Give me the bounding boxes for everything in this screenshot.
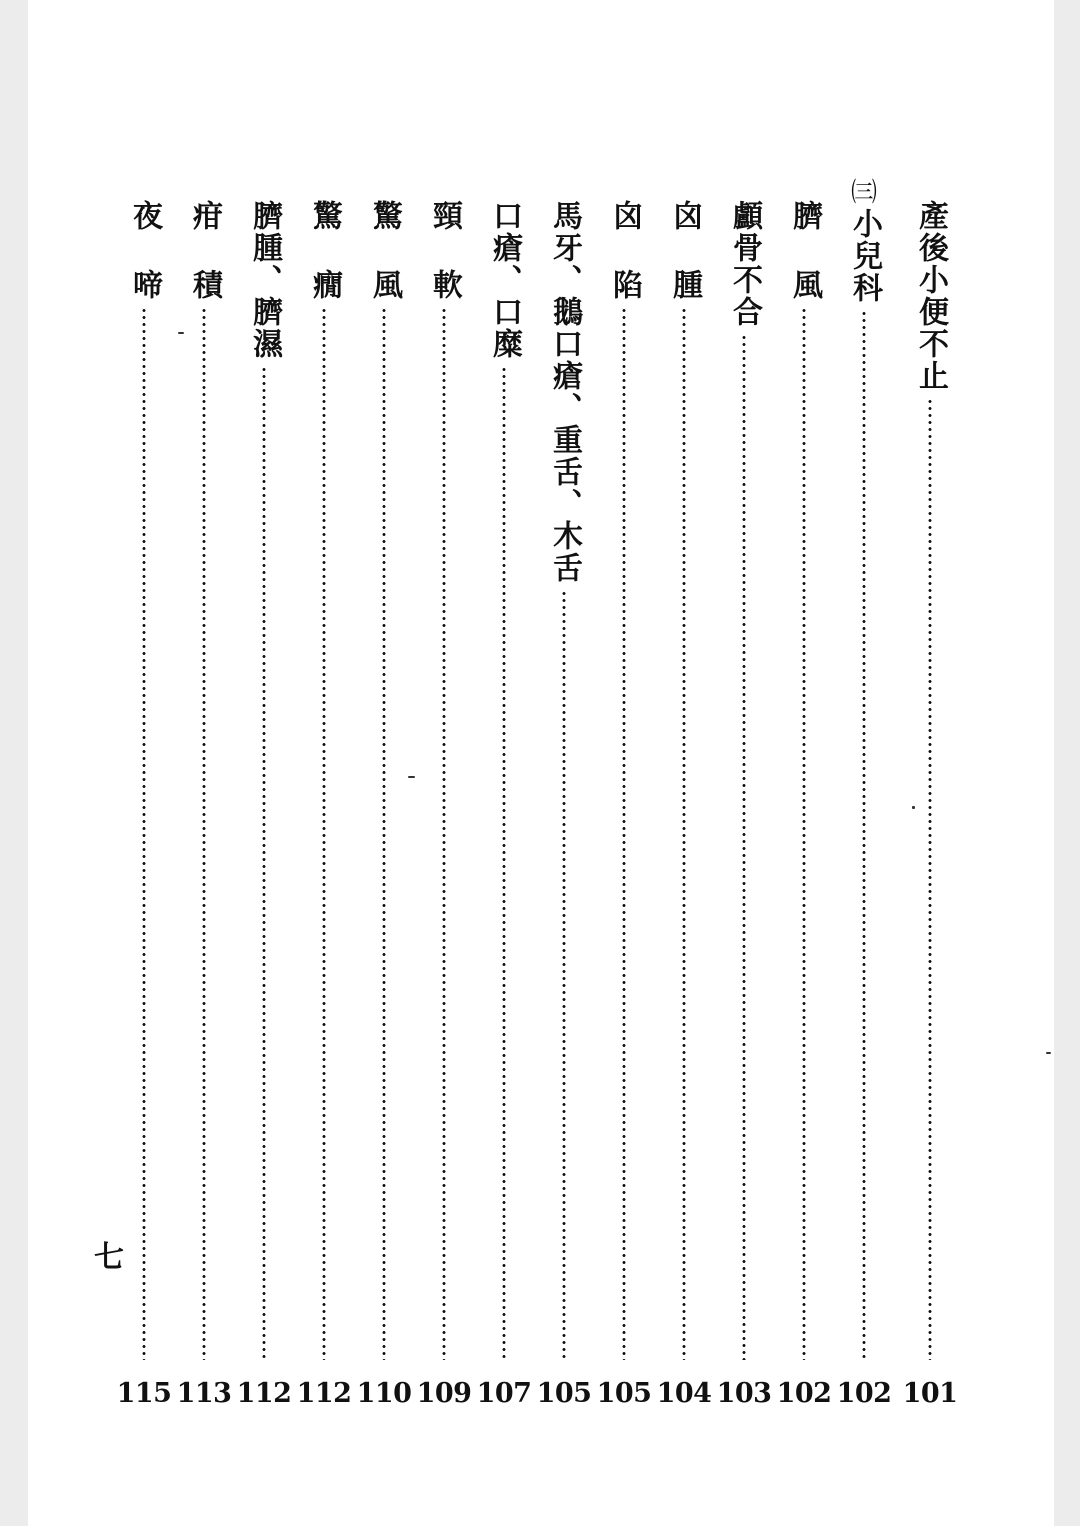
toc-entry bbox=[116, 200, 172, 1409]
dot-leader bbox=[142, 307, 146, 1360]
toc-entry bbox=[776, 200, 832, 1409]
toc-entry-page: 103 bbox=[716, 1378, 772, 1409]
toc-entry-title: 小兒科 bbox=[847, 208, 882, 304]
dot-leader bbox=[502, 366, 506, 1360]
toc-entry bbox=[356, 200, 412, 1409]
dot-leader bbox=[622, 307, 626, 1360]
toc-entry-page: 109 bbox=[416, 1378, 472, 1409]
scan-speck bbox=[178, 332, 184, 334]
page-folio-number: 七 bbox=[94, 1240, 124, 1275]
toc-entry bbox=[476, 200, 532, 1409]
dot-leader bbox=[322, 307, 326, 1360]
toc-entry-title: 產後小便不止 bbox=[913, 200, 948, 392]
toc-entry bbox=[296, 200, 352, 1409]
scan-speck bbox=[1046, 1052, 1051, 1054]
toc-entry-title: 囟 腫 bbox=[667, 200, 702, 301]
dot-leader bbox=[382, 307, 386, 1360]
toc-entry bbox=[236, 200, 292, 1409]
toc-entry-page: 105 bbox=[536, 1378, 592, 1409]
dot-leader bbox=[928, 398, 932, 1360]
toc-entry-title: 臍腫、臍濕 bbox=[247, 200, 282, 360]
toc-entry bbox=[536, 200, 592, 1409]
toc-entry-title: 夜 啼 bbox=[127, 200, 162, 301]
toc-entry-page: 112 bbox=[236, 1378, 292, 1409]
dot-leader bbox=[442, 307, 446, 1360]
toc-entry-page: 101 bbox=[902, 1378, 958, 1409]
dot-leader bbox=[682, 307, 686, 1360]
toc-entry-page: 102 bbox=[776, 1378, 832, 1409]
toc-entry-page: 107 bbox=[476, 1378, 532, 1409]
toc-entry-title: 疳 積 bbox=[187, 200, 222, 301]
dot-leader bbox=[262, 366, 266, 1360]
dot-leader bbox=[862, 310, 866, 1360]
toc-entry-page: 110 bbox=[356, 1378, 412, 1409]
toc-entry bbox=[656, 200, 712, 1409]
toc-entry bbox=[416, 200, 472, 1409]
toc-entry-title: 口瘡、口糜 bbox=[487, 200, 522, 360]
toc-entry-title: 驚 風 bbox=[367, 200, 402, 301]
dot-leader bbox=[202, 307, 206, 1360]
section-number: ㈢ bbox=[850, 178, 877, 208]
toc-entry-page: 112 bbox=[296, 1378, 352, 1409]
toc-entry-page: 104 bbox=[656, 1378, 712, 1409]
toc-entry-title: 臍 風 bbox=[787, 200, 822, 301]
toc-section-heading bbox=[836, 178, 892, 1409]
toc-entry-title: 馬牙、鵝口瘡、重舌、木舌 bbox=[547, 200, 582, 584]
toc-entry-page: 113 bbox=[176, 1378, 232, 1409]
toc-entry-title: 驚 癇 bbox=[307, 200, 342, 301]
dot-leader bbox=[562, 590, 566, 1360]
toc-entry bbox=[902, 200, 958, 1409]
toc-entry bbox=[176, 200, 232, 1409]
toc-entry-title: 頸 軟 bbox=[427, 200, 462, 301]
toc-entry-title: 顱骨不合 bbox=[727, 200, 762, 328]
scan-speck bbox=[912, 806, 915, 809]
toc-entry bbox=[716, 200, 772, 1409]
toc-entry-title: 囟 陷 bbox=[607, 200, 642, 301]
dot-leader bbox=[802, 307, 806, 1360]
toc-entry-page: 115 bbox=[116, 1378, 172, 1409]
document-page bbox=[28, 0, 1054, 1526]
toc-entry-page: 102 bbox=[836, 1378, 892, 1409]
toc-entry bbox=[596, 200, 652, 1409]
dot-leader bbox=[742, 334, 746, 1360]
scan-speck bbox=[408, 776, 415, 778]
toc-entry-page: 105 bbox=[596, 1378, 652, 1409]
